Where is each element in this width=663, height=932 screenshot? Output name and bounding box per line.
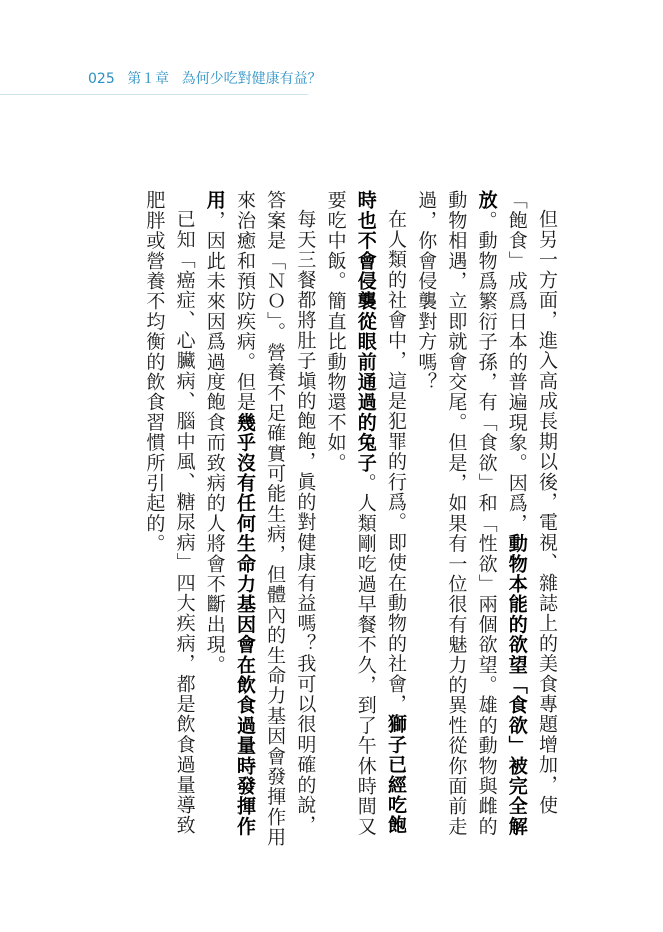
header-rule [0,94,308,95]
chapter-label: 第１章 [127,71,170,87]
emphasis-text: 動物本能的欲望「食欲」被完全解放 [475,190,528,837]
text-run: 但另一方面，進入高成長期以後，電視、雜誌上的美食專題增加，使「飽食」成爲日本的普遍現象。因爲， [505,190,558,815]
paragraph-4 [139,190,199,850]
running-header [88,68,330,88]
chapter-title: 為何少吃對健康有益？ [181,71,322,87]
text-run: 每天三餐都將肚子塡的飽飽，眞的對健康有益嗎？我可以很明確的說，答案是「ＮＯ」。營養不足確實可能生病，但體內的生命力基因會發揮作用來治癒和預防疾病。但是 [233,190,317,848]
emphasis-text: 獅子已經吃飽時也不會侵襲從眼前通過的兔子 [354,190,407,836]
paragraph-1 [411,190,562,850]
paragraph-2 [320,190,411,850]
text-run: 。動物爲繁衍子孫，有「食欲」和「性欲」兩個欲望。雄的動物與雌的動物相遇，立即就會交尾。但是，如果有一位很有魅力的異性從你面前走過，你會侵襲對方嗎？ [415,190,498,837]
paragraph-3 [200,190,321,850]
page-number: 025 [88,71,115,87]
body-text [80,190,562,850]
text-run: 在人類的社會中，這是犯罪的行爲。即使在動物的社會， [384,209,407,714]
text-run: 。人類剛吃過早餐不久，到了午休時間又要吃中飯。簡直比動物還不如。 [324,190,377,837]
text-run: ，因此未來因爲過度飽食而致病的人將會不斷出現。 [203,210,226,675]
text-run: 已知「癌症、心臟病、腦中風、糖尿病」四大疾病，都是飲食過量導致肥胖或營養不均衡的飲食習慣所引起的。 [143,190,196,836]
emphasis-text: 幾乎沒有任何生命力基因會在飲食過量時發揮作用 [203,190,256,837]
